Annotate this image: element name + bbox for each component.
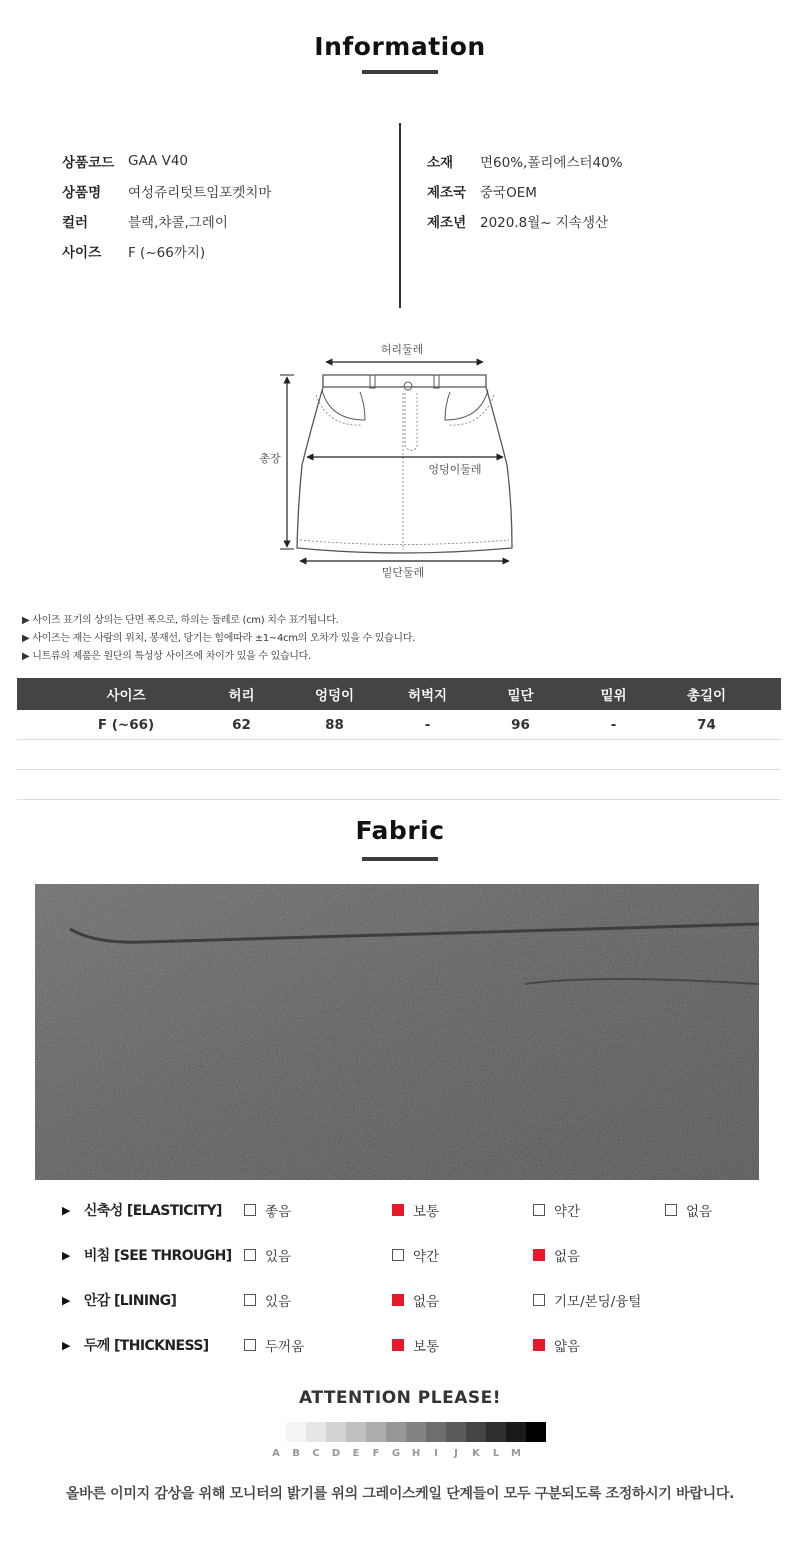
property-lining: ▶ 안감 [LINING] 있음 없음 기모/본딩/융털 bbox=[62, 1287, 762, 1313]
checkbox-icon bbox=[244, 1249, 256, 1261]
checkbox-icon bbox=[392, 1294, 404, 1306]
option[interactable]: 기모/본딩/융털 bbox=[533, 1287, 641, 1313]
header-cell: 밑위 bbox=[600, 688, 627, 704]
checkbox-icon bbox=[244, 1339, 256, 1351]
checkbox-icon bbox=[244, 1204, 256, 1216]
size-table-header bbox=[17, 678, 781, 710]
grayscale-label: C bbox=[312, 1448, 320, 1459]
info-row: 상품코드 GAA V40 bbox=[62, 153, 189, 171]
option[interactable]: 있음 bbox=[244, 1287, 291, 1313]
info-row: 사이즈 F (~66까지) bbox=[62, 245, 206, 261]
play-arrow-icon: ▶ bbox=[62, 1203, 70, 1217]
table-cell: 74 bbox=[697, 716, 716, 733]
info-row: 제조국 중국OEM bbox=[427, 185, 537, 201]
grayscale-label: I bbox=[434, 1448, 438, 1459]
length-label: 총장 bbox=[259, 452, 281, 465]
grayscale-swatch bbox=[506, 1422, 526, 1442]
option[interactable]: 보통 bbox=[392, 1197, 439, 1223]
hem-label: 밑단둘레 bbox=[381, 566, 425, 579]
grayscale-swatch bbox=[446, 1422, 466, 1442]
info-divider bbox=[399, 123, 401, 308]
grayscale-label: B bbox=[292, 1448, 300, 1459]
option[interactable]: 약간 bbox=[533, 1197, 580, 1223]
option[interactable]: 약간 bbox=[392, 1242, 439, 1268]
grayscale-labels bbox=[266, 1448, 526, 1459]
empty-table-row bbox=[17, 770, 781, 800]
grayscale-swatch bbox=[346, 1422, 366, 1442]
hip-label: 엉덩이둘레 bbox=[428, 463, 482, 476]
fabric-photo bbox=[35, 884, 759, 1180]
grayscale-swatch bbox=[466, 1422, 486, 1442]
grayscale-swatch bbox=[486, 1422, 506, 1442]
checkbox-icon bbox=[392, 1249, 404, 1261]
title-underline bbox=[362, 70, 438, 74]
option[interactable]: 두꺼움 bbox=[244, 1332, 304, 1358]
header-cell: 밑단 bbox=[507, 688, 534, 704]
grayscale-swatch bbox=[526, 1422, 546, 1442]
option[interactable]: 보통 bbox=[392, 1332, 439, 1358]
size-notes bbox=[22, 612, 415, 666]
size-table bbox=[17, 678, 781, 800]
waist-label: 허리둘레 bbox=[380, 343, 424, 356]
checkbox-icon bbox=[665, 1204, 677, 1216]
info-right-column bbox=[427, 146, 623, 236]
fabric-title: Fabric bbox=[355, 816, 445, 845]
grayscale-swatch bbox=[366, 1422, 386, 1442]
grayscale-swatch bbox=[326, 1422, 346, 1442]
option[interactable]: 얇음 bbox=[533, 1332, 580, 1358]
header-cell: 허리 bbox=[228, 688, 255, 704]
grayscale-label: J bbox=[454, 1448, 458, 1459]
checkbox-icon bbox=[533, 1249, 545, 1261]
option[interactable]: 없음 bbox=[392, 1287, 439, 1313]
grayscale-swatch bbox=[306, 1422, 326, 1442]
header-cell: 엉덩이 bbox=[314, 688, 355, 704]
grayscale-label: G bbox=[391, 1448, 401, 1459]
play-arrow-icon: ▶ bbox=[62, 1338, 70, 1352]
checkbox-icon bbox=[533, 1294, 545, 1306]
skirt-measurement-diagram bbox=[250, 335, 550, 585]
grayscale-label: H bbox=[411, 1448, 421, 1459]
header-cell: 허벅지 bbox=[407, 688, 448, 704]
info-row: 상품명 여성쥬리텃트임포켓치마 bbox=[62, 185, 272, 201]
grayscale-label: K bbox=[472, 1448, 480, 1459]
checkbox-icon bbox=[533, 1204, 545, 1216]
table-cell: - bbox=[424, 716, 431, 733]
option[interactable]: 있음 bbox=[244, 1242, 291, 1268]
grayscale-label: F bbox=[372, 1448, 380, 1459]
grayscale-swatch bbox=[426, 1422, 446, 1442]
property-elasticity: ▶ 신축성 [ELASTICITY] 좋음 보통 약간 없음 bbox=[62, 1197, 762, 1223]
play-arrow-icon: ▶ bbox=[62, 1248, 70, 1262]
info-row: 소재 면60%,폴리에스터40% bbox=[427, 155, 623, 171]
attention-title: ATTENTION PLEASE! bbox=[299, 1388, 501, 1408]
info-row: 제조년 2020.8월~ 지속생산 bbox=[427, 215, 609, 231]
note-line: ▶ 사이즈 표기의 상의는 단면 폭으로, 하의는 둘레로 (cm) 치수 표기됩니다. bbox=[22, 615, 339, 626]
checkbox-icon bbox=[392, 1204, 404, 1216]
option[interactable]: 없음 bbox=[665, 1197, 712, 1223]
info-left-column bbox=[62, 146, 271, 266]
grayscale-label: M bbox=[511, 1448, 521, 1459]
attention-note: 올바른 이미지 감상을 위해 모니터의 밝기를 위의 그레이스케일 단계들이 모두 구분되도록 조정하시기 바랍니다. bbox=[65, 1486, 735, 1502]
checkbox-icon bbox=[392, 1339, 404, 1351]
checkbox-icon bbox=[244, 1294, 256, 1306]
title-underline bbox=[362, 857, 438, 861]
grayscale-label: E bbox=[352, 1448, 360, 1459]
table-cell: 62 bbox=[232, 716, 251, 733]
note-line: ▶ 니트류의 제품은 원단의 특성상 사이즈에 차이가 있을 수 있습니다. bbox=[22, 651, 311, 662]
grayscale-swatch bbox=[286, 1422, 306, 1442]
header-cell: 사이즈 bbox=[106, 688, 146, 704]
header-cell: 총길이 bbox=[686, 688, 727, 704]
grayscale-label: D bbox=[331, 1448, 341, 1459]
option[interactable]: 좋음 bbox=[244, 1197, 291, 1223]
table-cell: 88 bbox=[325, 716, 344, 733]
option[interactable]: 없음 bbox=[533, 1242, 580, 1268]
table-cell: - bbox=[610, 716, 617, 733]
grayscale-swatch bbox=[386, 1422, 406, 1442]
note-line: ▶ 사이즈는 재는 사람의 위치, 봉재선, 당기는 힘에따라 ±1~4cm의 오차가 있을 수 있습니다. bbox=[22, 633, 416, 644]
grayscale-label: A bbox=[272, 1448, 280, 1459]
empty-table-row bbox=[17, 740, 781, 770]
property-thickness: ▶ 두께 [THICKNESS] 두꺼움 보통 얇음 bbox=[62, 1332, 762, 1358]
info-row: 컬러 블랙,챠콜,그레이 bbox=[62, 215, 228, 231]
grayscale-bar bbox=[286, 1422, 546, 1442]
checkbox-icon bbox=[533, 1339, 545, 1351]
play-arrow-icon: ▶ bbox=[62, 1293, 70, 1307]
information-title: Information bbox=[314, 32, 486, 61]
table-row bbox=[17, 710, 781, 740]
grayscale-label: L bbox=[492, 1448, 500, 1459]
table-cell: F (~66) bbox=[97, 716, 155, 733]
table-cell: 96 bbox=[511, 716, 530, 733]
property-see-through: ▶ 비침 [SEE THROUGH] 있음 약간 없음 bbox=[62, 1242, 762, 1268]
grayscale-swatch bbox=[406, 1422, 426, 1442]
